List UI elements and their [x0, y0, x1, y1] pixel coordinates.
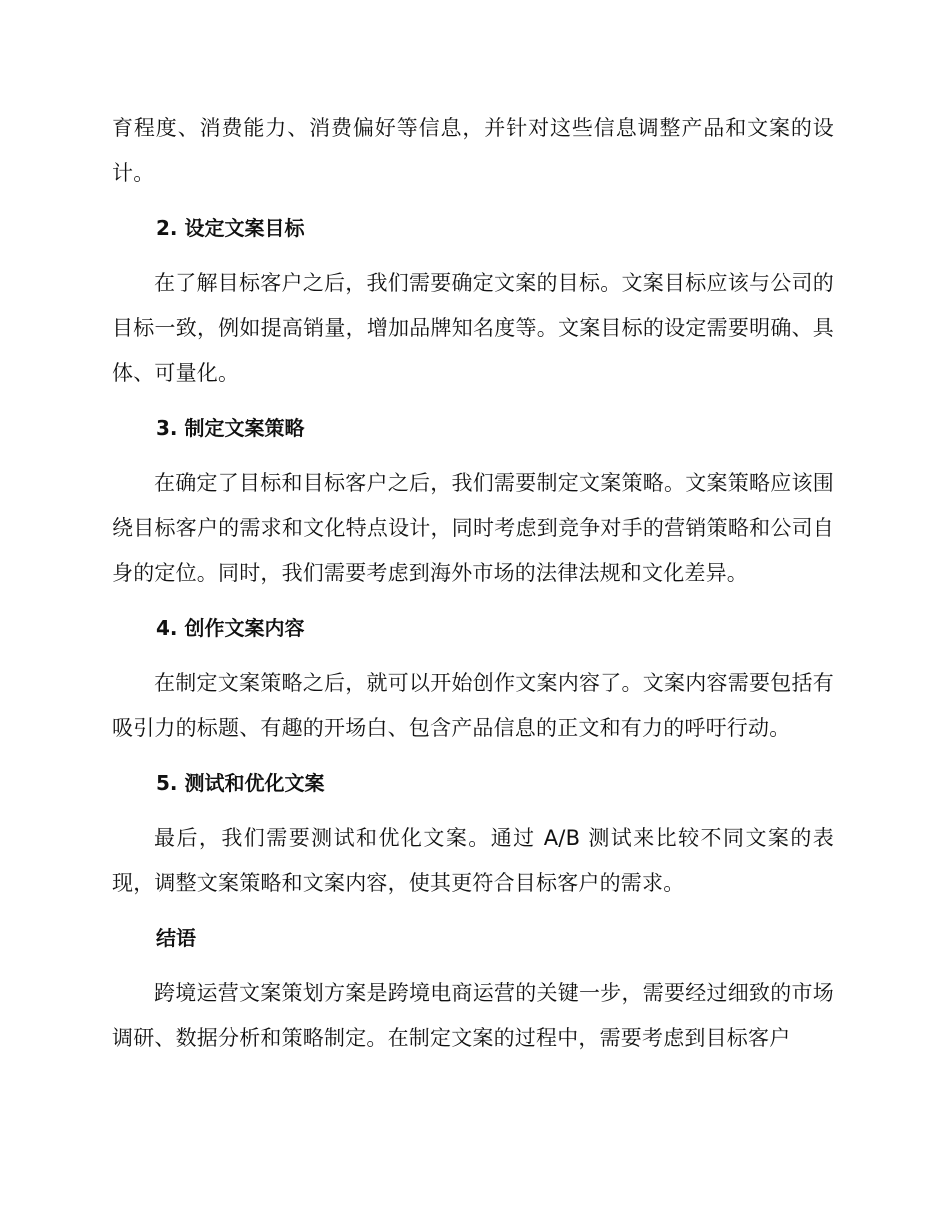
section-heading-2: 2. 设定文案目标	[156, 216, 305, 240]
document-body	[112, 106, 834, 1061]
paragraph-content: 在制定文案策略之后，就可以开始创作文案内容了。文案内容需要包括有吸引力的标题、有趣的开场白、包含产品信息的正文和有力的呼吁行动。	[112, 671, 834, 740]
paragraph-goals: 在了解目标客户之后，我们需要确定文案的目标。文案目标应该与公司的目标一致，例如提高销量，增加品牌知名度等。文案目标的设定需要明确、具体、可量化。	[112, 271, 834, 385]
paragraph-continued: 育程度、消费能力、消费偏好等信息，并针对这些信息调整产品和文案的设计。	[112, 116, 834, 185]
section-heading-conclusion: 结语	[156, 926, 196, 950]
paragraph-strategy: 在确定了目标和目标客户之后，我们需要制定文案策略。文案策略应该围绕目标客户的需求和文化特点设计，同时考虑到竞争对手的营销策略和公司自身的定位。同时，我们需要考虑到海外市场的法律法规和文化差异。	[112, 471, 834, 585]
section-heading-5: 5. 测试和优化文案	[156, 771, 325, 795]
paragraph-conclusion: 跨境运营文案策划方案是跨境电商运营的关键一步，需要经过细致的市场调研、数据分析和策略制定。在制定文案的过程中，需要考虑到目标客户	[112, 981, 834, 1050]
section-heading-4: 4. 创作文案内容	[156, 616, 305, 640]
section-heading-3: 3. 制定文案策略	[156, 416, 305, 440]
paragraph-testing: 最后，我们需要测试和优化文案。通过 A/B 测试来比较不同文案的表现，调整文案策略和文案内容，使其更符合目标客户的需求。	[112, 826, 834, 895]
